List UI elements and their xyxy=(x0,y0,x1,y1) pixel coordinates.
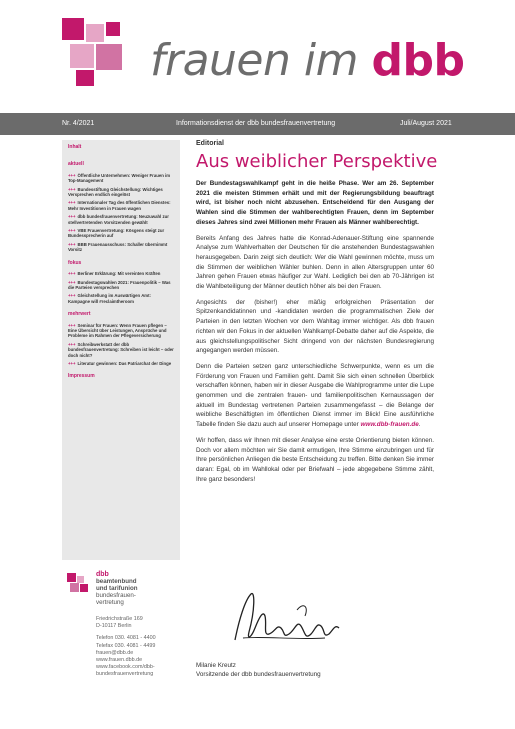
toc-item[interactable]: +++ BBB Frauenausschuss: Schaller übernimmt Vorsitz xyxy=(68,241,168,253)
toc-item[interactable]: +++ Literatur gewinnen: Das Patriarchat der Dinge xyxy=(68,360,172,366)
contact-org xyxy=(96,571,138,606)
toc-item[interactable]: +++ Bundesstiftung Gleichstellung: Wichtiges Versprechen endlich eingelöst xyxy=(68,186,163,198)
contact-dbb: dbb xyxy=(96,571,109,578)
article-category: Editorial xyxy=(196,140,225,147)
logo-block xyxy=(96,44,122,70)
dbb-logo-icon xyxy=(67,573,91,593)
toc-item[interactable]: +++ VBE Frauenvertretung: Kösgens steigt zur Bundessprecherin auf xyxy=(68,228,165,239)
contact-line2: und tarifunion xyxy=(96,585,138,592)
toc-item[interactable]: +++ Schreibwerkstatt der dbb bundesfrauenvertretung: Schreiben ist leicht – oder doch nicht? xyxy=(68,341,174,358)
author-name: Milanie Kreutz xyxy=(196,662,236,669)
contact-line4: vertretung xyxy=(96,599,124,606)
signature-image xyxy=(225,580,345,652)
toc-item[interactable]: +++ Internationaler Tag des öffentlichen Dienstes: Mehr Investitionen in Frauen wagen xyxy=(68,200,171,211)
address-facebook[interactable]: www.facebook.com/dbb- xyxy=(96,664,155,671)
address-website[interactable]: www.frauen.dbb.de xyxy=(96,657,143,664)
sidebar-inhalt-heading: Inhalt xyxy=(68,144,82,150)
logo-block xyxy=(76,70,94,86)
section-heading-fokus: fokus xyxy=(68,259,82,266)
service-description: Informationsdienst der dbb bundesfrauenvertretung xyxy=(176,120,336,127)
article-paragraph-2: Angesichts der (bisher!) eher mäßig erfolgreichen Präsentation der Spitzenkandidatinnen und -kandidaten werden die programmatischen Ziele der Parteien in den letzten Wochen vor dem Wahltag immer wichtiger. Als dbb frauen richten wir den Fokus in der aktuellen Wahlkampf-Debatte daher auf die Aspekte, die aus gleichstellungspolitischer Sicht dringend von der nächsten Bundesregierung angegangen werden müssen. xyxy=(196,298,434,355)
article-lead: Der Bundestagswahlkampf geht in die heiße Phase. Wer am 26. September 2021 die meisten Stimmen erhält und mit der Regierungsbildung beauftragt wird, ist bisher noch nicht abzusehen. Entscheidend für den Ausgang der Wahlen sind die Stimmen der wahlberechtigten Frauen, denn im September dieses Jahres sind zwei Millionen mehr Frauen als Männer wahlberechtigt. xyxy=(196,180,434,226)
header-logo-blocks xyxy=(62,18,140,88)
contact-block xyxy=(62,568,182,698)
issue-date: Juli/August 2021 xyxy=(400,120,452,127)
address-city: D-10117 Berlin xyxy=(96,623,132,630)
address-fax: Telefax 030. 4081 - 4499 xyxy=(96,642,156,649)
author-block xyxy=(196,661,321,679)
toc-item[interactable]: +++ Seminar für Frauen: Wenn Frauen pflegen – Eine Übersicht über Leistungen, Ansprüche und Probleme im Rahmen der Pflegeversicherung xyxy=(68,322,167,339)
logo-block xyxy=(106,22,120,36)
article-paragraph-1: Bereits Anfang des Jahres hatte die Konrad-Adenauer-Stiftung eine spannende Analyse zum Wahlverhalten der Deutschen für die anstehenden Bundestagswahlen herausgegeben. Darin zeigt sich deutlich: Wer die Wahl gewinnen möchte, muss um die Stimmen der weiblichen Wähler buhlen. Denn in allen Altersgruppen unter 60 Jahren gehen Frauen etwas häufiger zur Wahl. Lediglich bei den ab 70-Jährigen ist die Wahlbeteiligung der Männer deutlich höher als bei den Frauen. xyxy=(196,234,434,291)
logo-block xyxy=(62,18,84,40)
masthead-title-part1: frauen im xyxy=(150,35,372,86)
contact-line1: beamtenbund xyxy=(96,578,137,585)
address-street: Friedrichstraße 169 xyxy=(96,616,143,622)
info-bar xyxy=(0,113,515,135)
toc-item[interactable]: +++ dbb bundesfrauenvertretung: Neuzuwahl zur stellvertretenden Vorsitzenden gewählt xyxy=(68,214,169,225)
address-phone: Telefon 030. 4081 - 4400 xyxy=(96,635,156,642)
article-headline: Aus weiblicher Perspektive xyxy=(196,151,438,172)
toc-item[interactable]: +++ Bundestagswahlen 2021: Frauenpolitik – Was die Parteien versprechen xyxy=(68,279,171,290)
toc-item[interactable]: +++ Gleichstellung im Auswärtigen Amt: Kampagne will #reclaimtheroom xyxy=(68,293,151,304)
contact-line3: bundesfrauen- xyxy=(96,592,136,599)
article-paragraph-4: Wir hoffen, dass wir Ihnen mit dieser Analyse eine erste Orientierung bieten können. Doch vor allem möchten wir Sie damit ermutigen, Ihre Stimme einzubringen und für Ihre persönlichen Anliegen die beste Entscheidung zu treffen. Bitte denken Sie immer daran: Egal, ob im Wahllokal oder per Briefwahl – jede abgegebene Stimme zählt, Ihre ganz besonders! xyxy=(196,436,434,483)
section-heading-aktuell: aktuell xyxy=(68,161,84,168)
article-paragraph-3: Denn die Parteien setzen ganz unterschiedliche Schwerpunkte, wenn es um die Förderung von Frauen und Familien geht. Damit Sie sich einen schnellen Überblick verschaffen können, haben wir in dieser Ausgabe die Wahlprogramme unter die Lupe genommen und die zentralen frauen- und familienpolitischen Kernaussagen der aktuell im Bundestag vertretenen Parteien zusammengefasst – die Belange der weibliche Beschäftigten im öffentlichen Dienst immer im Blick! Eine ausführliche Tabelle finden Sie dazu auch auf unserer Homepage unter www.dbb-frauen.de. xyxy=(196,362,434,429)
address-facebook-cont[interactable]: bundesfrauenvertretung xyxy=(96,671,154,678)
logo-block xyxy=(70,44,94,68)
impressum-link[interactable]: Impressum xyxy=(68,373,95,380)
address-email[interactable]: frauen@dbb.de xyxy=(96,649,134,656)
masthead-title-part2: dbb xyxy=(371,35,465,86)
issue-number: Nr. 4/2021 xyxy=(62,120,95,127)
article xyxy=(196,140,438,484)
section-heading-mehrwert: mehrwert xyxy=(68,311,91,318)
author-role: Vorsitzende der dbb bundesfrauenvertretung xyxy=(196,671,321,678)
contact-address xyxy=(96,616,156,679)
toc-item[interactable]: +++ Berliner Erklärung: Mit vereinten Kräften xyxy=(68,271,161,277)
toc-item[interactable]: +++ Öffentliche Unternehmen: Weniger Frauen im Top-Management xyxy=(68,172,171,184)
logo-block xyxy=(86,24,104,42)
masthead-title xyxy=(150,36,464,86)
sidebar-contents xyxy=(62,140,180,560)
homepage-link[interactable]: www.dbb-frauen.de xyxy=(360,421,419,429)
